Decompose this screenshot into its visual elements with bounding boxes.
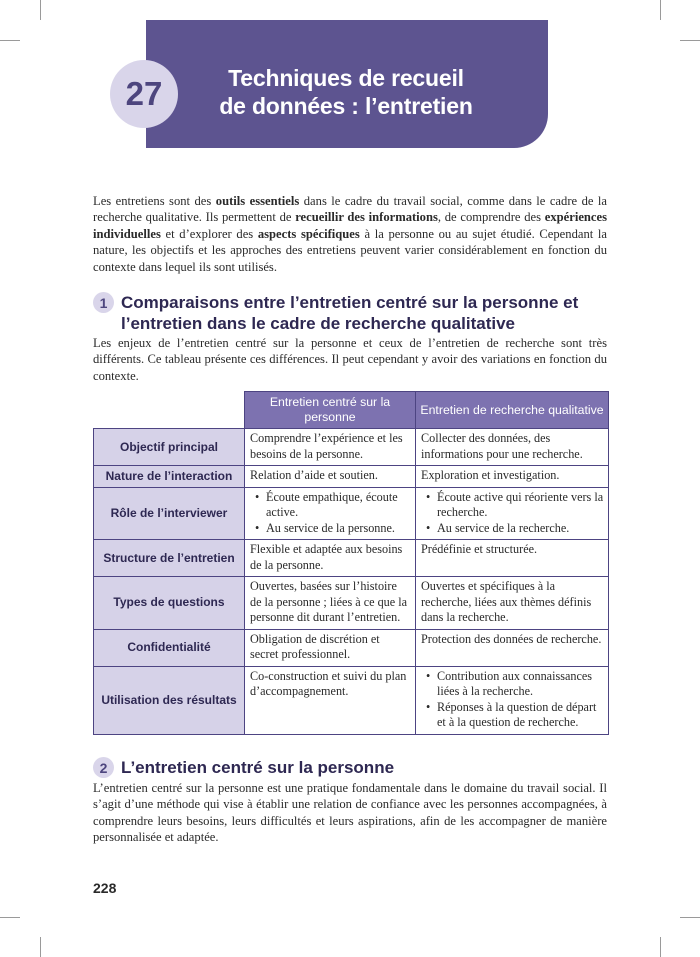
table-cell: Comprendre l’expérience et les besoins de la personne.	[245, 429, 416, 466]
table-cell: Flexible et adaptée aux besoins de la personne.	[245, 540, 416, 577]
list-item: • Écoute empathique, écoute active.	[266, 490, 411, 521]
comparison-table	[93, 391, 609, 735]
table-row	[94, 577, 609, 630]
section-number-badge: 1	[93, 292, 114, 313]
table-cell	[245, 487, 416, 540]
table-cell: Protection des données de recherche.	[416, 629, 609, 666]
crop-mark	[40, 0, 41, 20]
list-item: • Écoute active qui réoriente vers la recherche.	[437, 490, 604, 521]
table-row	[94, 429, 609, 466]
chapter-number: 27	[125, 75, 163, 112]
list-item: • Réponses à la question de départ et à la question de recherche.	[437, 700, 604, 731]
row-header: Rôle de l’interviewer	[94, 487, 245, 540]
crop-mark	[680, 40, 700, 41]
row-header: Objectif principal	[94, 429, 245, 466]
crop-mark	[0, 40, 20, 41]
column-header: Entretien de recherche qualitative	[416, 392, 609, 429]
crop-mark	[660, 937, 661, 957]
table-row	[94, 487, 609, 540]
table-row	[94, 666, 609, 734]
table-header-row	[94, 392, 609, 429]
row-header: Structure de l’entretien	[94, 540, 245, 577]
table-cell: Collecter des données, des informations pour une recherche.	[416, 429, 609, 466]
table-cell: Co-construction et suivi du plan d’accompagnement.	[245, 666, 416, 734]
crop-mark	[680, 917, 700, 918]
crop-mark	[660, 0, 661, 20]
section-1-heading	[93, 292, 578, 334]
row-header: Confidentialité	[94, 629, 245, 666]
table-cell: Ouvertes et spécifiques à la recherche, liées aux thèmes définis dans la recherche.	[416, 577, 609, 630]
list-item: • Au service de la recherche.	[437, 521, 604, 537]
table-cell: Exploration et investigation.	[416, 466, 609, 488]
chapter-title: Techniques de recueil de données : l’entretien	[219, 65, 473, 119]
table-cell: Relation d’aide et soutien.	[245, 466, 416, 488]
section-title: L’entretien centré sur la personne	[121, 758, 395, 777]
section-2-paragraph: L’entretien centré sur la personne est une pratique fondamentale dans le domaine du travail social. Il s’agit d’une méthode qui vise à établir une relation de confiance avec les personnes accompagnées, à comprendre leurs besoins, leurs difficultés et leurs aspirations, afin de les accompagner de manière personnalisée et adaptée.	[93, 781, 607, 845]
row-header: Types de questions	[94, 577, 245, 630]
row-header: Utilisation des résultats	[94, 666, 245, 734]
section-2-heading	[93, 757, 394, 778]
table-cell	[416, 666, 609, 734]
page-number: 228	[93, 880, 117, 896]
table-row	[94, 629, 609, 666]
column-header: Entretien centré sur la personne	[245, 392, 416, 429]
intro-paragraph: Les entretiens sont des outils essentiels dans le cadre du travail social, comme dans le cadre de la recherche qualitative. Ils permettent de recueillir des informations, de comprendre des expériences individuelles et d’explorer des aspects spécifiques à la personne ou au sujet étudié. Cependant la nature, les objectifs et les approches des entretiens peuvent varier considérablement en fonction du contexte dans lequel ils sont utilisés.	[93, 194, 607, 274]
crop-mark	[0, 917, 20, 918]
list-item: • Au service de la personne.	[266, 521, 411, 537]
section-title: Comparaisons entre l’entretien centré sur la personne et l’entretien dans le cadre de recherche qualitative	[121, 293, 579, 333]
table-row	[94, 466, 609, 488]
table-cell: Ouvertes, basées sur l’histoire de la personne ; liées à ce que la personne dit durant l’entretien.	[245, 577, 416, 630]
table-cell: Prédéfinie et structurée.	[416, 540, 609, 577]
crop-mark	[40, 937, 41, 957]
section-number-badge: 2	[93, 757, 114, 778]
list-item: • Contribution aux connaissances liées à la recherche.	[437, 669, 604, 700]
chapter-number-badge	[110, 60, 178, 128]
table-cell: Obligation de discrétion et secret professionnel.	[245, 629, 416, 666]
section-1-paragraph: Les enjeux de l’entretien centré sur la personne et ceux de l’entretien de recherche sont très différents. Ce tableau présente ces différences. Il peut cependant y avoir des variations en fonction du contexte.	[93, 336, 607, 383]
table-cell	[416, 487, 609, 540]
row-header: Nature de l’interaction	[94, 466, 245, 488]
table-row	[94, 540, 609, 577]
